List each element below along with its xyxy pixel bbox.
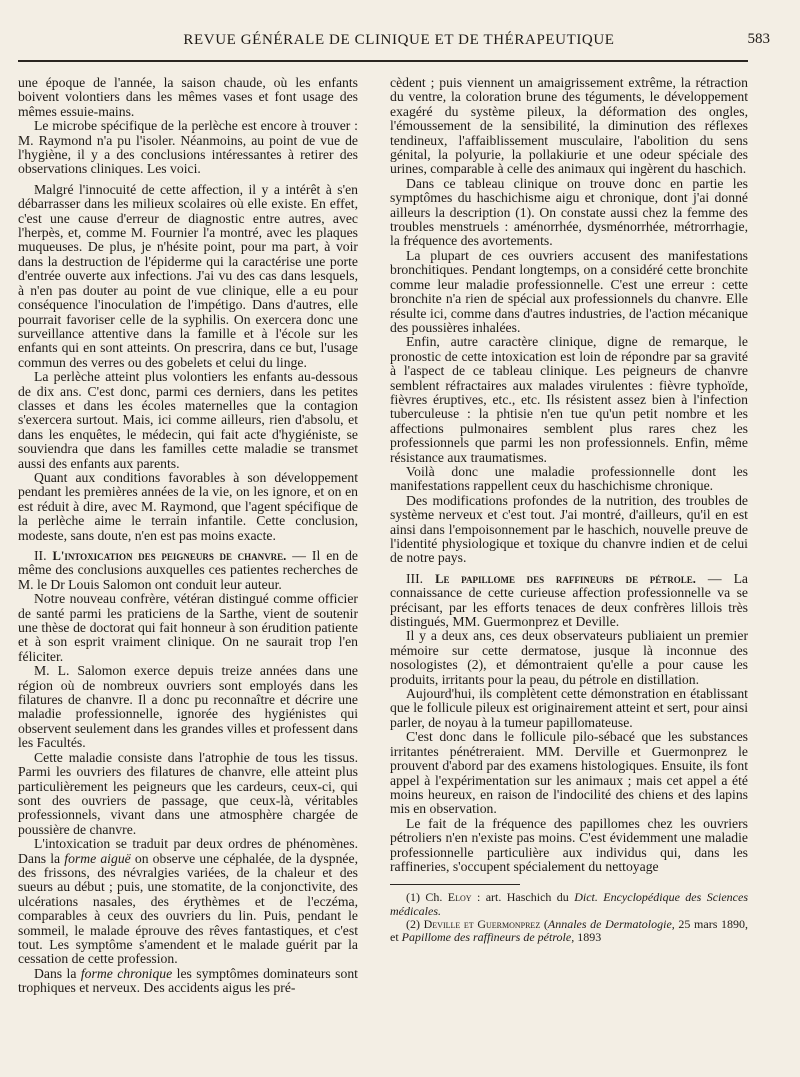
paragraph: La plupart de ces ouvriers accusent des manifestations bronchitiques. Pendant longtemps, on a considéré cette bronchite comme leur maladie professionnelle. C'est une erreur : cette bronchite n'a rien de spécial aux professionnels du chanvre. Elle résulte ici, comme dans d'autres industries, de l'action mécanique des poussières inhalées.	[390, 247, 748, 335]
paragraph	[18, 837, 358, 967]
text-run: (1) Ch.	[406, 890, 448, 905]
section-text: — Il en de même des conclusions auxquelles ces patientes recherches de M. le Dr Louis Salomon ont conduit leur auteur.	[18, 548, 359, 592]
section-title: L'intoxication des peigneurs de chanvre.	[52, 549, 287, 563]
footnote-rule	[390, 884, 520, 885]
paragraph: Malgré l'innocuité de cette affection, il y a intérêt à s'en débarrasser dans les milieux scolaires où elle existe. En effet, c'est une cause d'erreur de diagnostic entre autres, avec l'herpès, et, comme M. Fournier l'a montré, avec les plaques muqueuses. De plus, je n'hésite point, pour ma part, à voir dans la destruction de l'épiderme qui la caractérise une porte d'entrée ouverte aux infections. J'ai vu des cas dans lesquels, à n'en pas douter au point de vue clinique, elle a eu pour conséquence l'inoculation de l'impétigo. Dans d'autres, elle pourrait favoriser celle de la syphilis. On exercera donc une surveillance attentive dans la famille et à l'école sur les enfants qui en sont atteints. On prescrira, dans ce but, l'usage commun des verres ou des gobelets et celui du linge.	[18, 181, 358, 370]
section-title: Le papillome des raffineurs de pétrole.	[435, 571, 696, 586]
text-run: L'intoxication se traduit par deux ordres de phénomènes. Dans la	[18, 836, 358, 866]
paragraph: Dans ce tableau clinique on trouve donc en partie les symptômes du haschichisme aigu et chronique, dont j'ai donné ailleurs la description (1). On constate aussi chez la femme des troubles menstruels : aménorrhée, dysménorrhée, métrorrhagie, la fréquence des avortements.	[390, 175, 748, 249]
paragraph: La perlèche atteint plus volontiers les enfants au-dessous de dix ans. C'est donc, parmi ces derniers, dans les petites classes et dans les écoles maternelles que la contagion s'exercera surtout. Mais, ici comme ailleurs, rien d'absolu, et dans les enquêtes, le médecin, qui fait acte d'hygiéniste, se souviendra que dans les familles cette maladie se transmet aussi des enfants aux parents.	[18, 369, 358, 471]
right-column	[390, 76, 748, 944]
section-number: II.	[34, 548, 47, 563]
section-text: — La connaissance de cette curieuse affection professionnelle va se précisant, par les efforts tenaces de deux confrères lillois très distingués, MM. Guermonprez et Deville.	[390, 570, 749, 630]
paragraph: M. L. Salomon exerce depuis treize années dans une région où de nombreux ouvriers sont employés dans les filatures de chanvre. Il a donc pu reconnaître et décrire une maladie professionnelle, ignorée des hygiénistes qui observent seulement dans les grandes villes et professent dans les Facultés.	[18, 663, 358, 751]
text-run: (2)	[406, 916, 424, 931]
paragraph: Cette maladie consiste dans l'atrophie de tous les tissus. Parmi les ouvriers des filatures de chanvre, elle atteint plus particulièrement les peigneurs que les cardeurs, ceux-ci, qui sont des ouvriers de passage, que ceux-là, véritables professionnels, vivant dans une atmosphère chargée de poussière de chanvre.	[18, 749, 358, 837]
page-number: 583	[747, 31, 770, 47]
paragraph: Des modifications profondes de la nutrition, des troubles de système nerveux et c'est tout. J'ai montré, d'ailleurs, qu'il en est ainsi dans l'empoisonnement par le haschich, nouvelle preuve de l'identité physiologique et toxique du chanvre indien et de celui de notre pays.	[390, 492, 748, 566]
paragraph: Voilà donc une maladie professionnelle dont les manifestations rappellent ceux du haschichisme chronique.	[390, 463, 748, 494]
footnote-citation: Papillome des raffineurs de pétrole,	[401, 929, 575, 944]
paragraph: Notre nouveau confrère, vétéran distingué comme officier de santé parmi les praticiens de la Sarthe, vient de soutenir une thèse de doctorat qui fait honneur à son érudition patiente et à son esprit vraiment clinique. On ne saurait trop l'en féliciter.	[18, 591, 358, 664]
paragraph: une époque de l'année, la saison chaude, où les enfants boivent volontiers dans les mêmes vases et font usage des mêmes essuie-mains.	[18, 75, 358, 119]
text-run: (	[540, 916, 548, 931]
left-column	[18, 76, 358, 996]
paragraph: Quant aux conditions favorables à son développement pendant les premières années de la vie, on les ignore, et on en est réduit à dire, avec M. Raymond, que l'agent spécifique de la perlèche aime le terrain infantile. Cette conclusion, modeste, sans doute, n'en est pas moins exacte.	[18, 469, 358, 543]
italic-term: forme aiguë	[64, 850, 131, 866]
paragraph: Il y a deux ans, ces deux observateurs publiaient un premier mémoire sur cette dermatose, jusque là inconnue des nosologistes (2), et démontraient qu'elle a pour cause les produits, irritants pour la peau, du pétrole en distillation.	[390, 628, 748, 687]
paragraph: Le fait de la fréquence des papillomes chez les ouvriers pétroliers n'en n'existe pas moins. C'est évidemment une maladie professionnelle particulière aux individus qui, dans les raffineries, s'occupent spécialement du nettoyage	[390, 815, 748, 874]
text-run: on observe une céphalée, de la dyspnée, des frissons, des névralgies variées, de la chaleur et des sueurs au début ; puis, une stomatite, de la conjonctivite, des ulcérations nasales, des érythèmes et de l'eczéma, comparables à ceux des ouvriers du lin. Puis, pendant le sommeil, le malade éprouve des rêves fantastiques, et c'est tout. Les symptôme s'amendent et le malade guérit par la cessation de cette profession.	[18, 850, 358, 967]
footnote-1	[390, 891, 748, 917]
paragraph: C'est donc dans le follicule pilo-sébacé que les substances irritantes pénétreraient. MM. Derville et Guermonprez le prouvent d'abord par des examens histologiques. Ensuite, ils font appel à l'expérimentation sur les animaux ; mais cet appel a été moins heureux, en raison de l'indocilité des chiens et des lapins mis en observation.	[390, 729, 748, 817]
running-header	[18, 28, 780, 54]
footnote-2	[390, 918, 748, 944]
running-title: REVUE GÉNÉRALE DE CLINIQUE ET DE THÉRAPEUTIQUE	[183, 32, 615, 48]
paragraph: cèdent ; puis viennent un amaigrissement extrême, la rétraction du ventre, la coloration brune des téguments, le développement exagéré du système pileux, la déformation des ongles, l'émoussement de la sensibilité, la diminution des réflexes tendineux, l'affaiblissement musculaire, l'abolition du sens génital, la polyurie, la pollakiurie et une odeur spéciale des urines, comparable à celle des animaux qui ingèrent du haschich.	[390, 75, 748, 177]
footnote-author: Eloy	[447, 890, 472, 905]
footnote-citation: Annales de Dermatologie,	[547, 916, 675, 931]
section-number: III.	[406, 570, 424, 586]
text-run: 1893	[574, 929, 602, 944]
section-3-paragraph	[390, 572, 748, 630]
italic-term: forme chronique	[80, 965, 173, 981]
paragraph: Enfin, autre caractère clinique, digne de remarque, le pronostic de cette intoxication est loin de répondre par sa gravité à l'aspect de ce tableau clinique. Les peigneurs de chanvre semblent réfractaires aux malades virulentes : fièvre typhoïde, fièvres éruptives, etc., etc. Ils résistent assez bien à l'infection tuberculeuse : la phtisie n'en tue qu'un petit nombre et les affections pulmonaires semblent plus rares chez les professionnels que parmi les non professionnels. Enfin, même résistance aux traumatismes.	[390, 334, 748, 465]
header-rule	[18, 60, 748, 62]
text-run: les symptômes dominateurs sont trophiques et nerveux. Des accidents aigus les pré-	[18, 965, 358, 996]
footnote-citation: Dict. Encyclopédique des Sciences médicales.	[390, 890, 749, 918]
footnote-author: Deville et Guermonprez	[423, 916, 541, 931]
paragraph	[18, 967, 358, 996]
text-run: Dans la	[34, 965, 81, 981]
text-run: 25 mars 1890, et	[390, 916, 749, 944]
text-run: : art. Haschich du	[471, 890, 575, 905]
section-2-paragraph	[18, 549, 358, 592]
paragraph: Aujourd'hui, ils complètent cette démonstration en établissant que le follicule pileux est originairement atteint et sert, pour ainsi parler, de noyau à la tumeur papillomateuse.	[390, 686, 748, 730]
paragraph: Le microbe spécifique de la perlèche est encore à trouver : M. Raymond n'a pu l'isoler. Néanmoins, au point de vue de l'hygiène, il y a des conclusions intéressantes à retirer des observations cliniques. Les voici.	[18, 118, 358, 177]
